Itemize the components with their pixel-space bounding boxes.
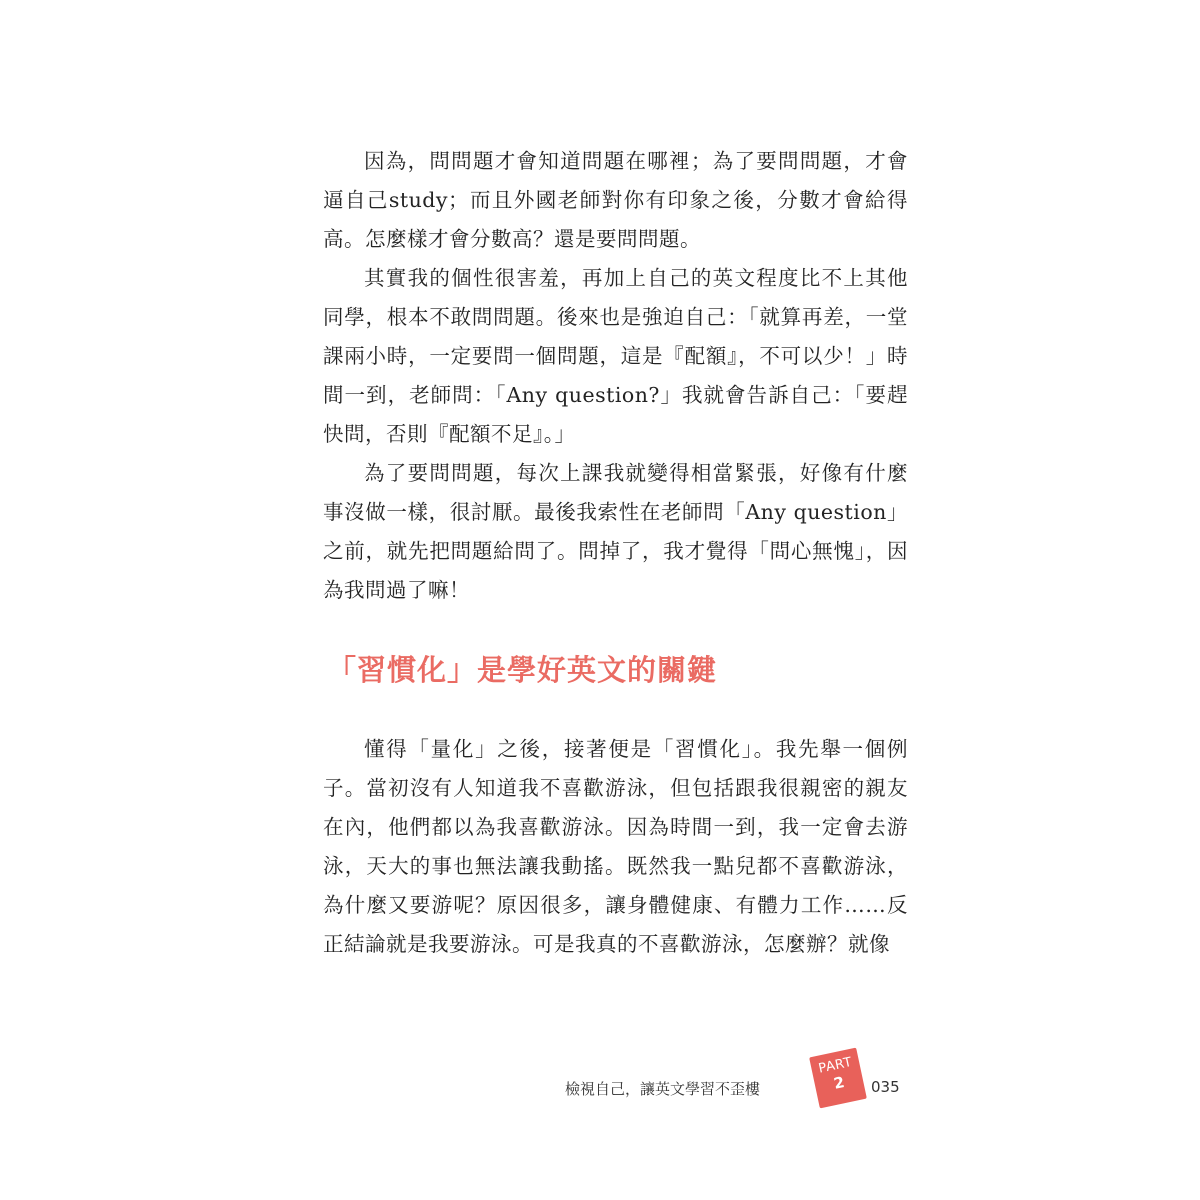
- paragraph: 懂得「量化」之後，接著便是「習慣化」。我先舉一個例子。當初沒有人知道我不喜歡游泳，但包括跟我很親密的親友在內，他們都以為我喜歡游泳。因為時間一到，我一定會去游泳，天大的事也無法讓我動搖。既然我一點兒都不喜歡游泳，為什麼又要游呢？原因很多，讓身體健康、有體力工作……反正結論就是我要游泳。可是我真的不喜歡游泳，怎麼辦？就像: [323, 737, 908, 956]
- paragraph: 其實我的個性很害羞，再加上自己的英文程度比不上其他同學，根本不敢問問題。後來也是強迫自己：「就算再差，一堂課兩小時，一定要問一個問題，這是『配額』，不可以少！」時間一到，老師問：「Any question?」我就會告訴自己：「要趕快問，否則『配額不足』。」: [323, 266, 908, 446]
- section-heading: 「習慣化」是學好英文的關鍵: [327, 653, 718, 687]
- paragraph: 因為，問問題才會知道問題在哪裡；為了要問問題，才會逼自己study；而且外國老師對你有印象之後，分數才會給得高。怎麼樣才會分數高？還是要問問題。: [323, 149, 908, 251]
- page-number: 035: [871, 1078, 900, 1096]
- part-label: PART: [817, 1054, 854, 1077]
- paragraph: 為了要問問題，每次上課我就變得相當緊張，好像有什麼事沒做一樣，很討厭。最後我索性在老師問「Any question」之前，就先把問題給問了。問掉了，我才覺得「問心無愧」，因為我問過了嘛！: [323, 461, 908, 602]
- body-text-bottom: [323, 730, 908, 964]
- body-text-top: [323, 142, 908, 610]
- page-footer: [564, 1050, 910, 1110]
- part-badge: [809, 1048, 867, 1109]
- part-number: 2: [832, 1073, 847, 1093]
- running-title: 檢視自己，讓英文學習不歪樓: [564, 1080, 760, 1098]
